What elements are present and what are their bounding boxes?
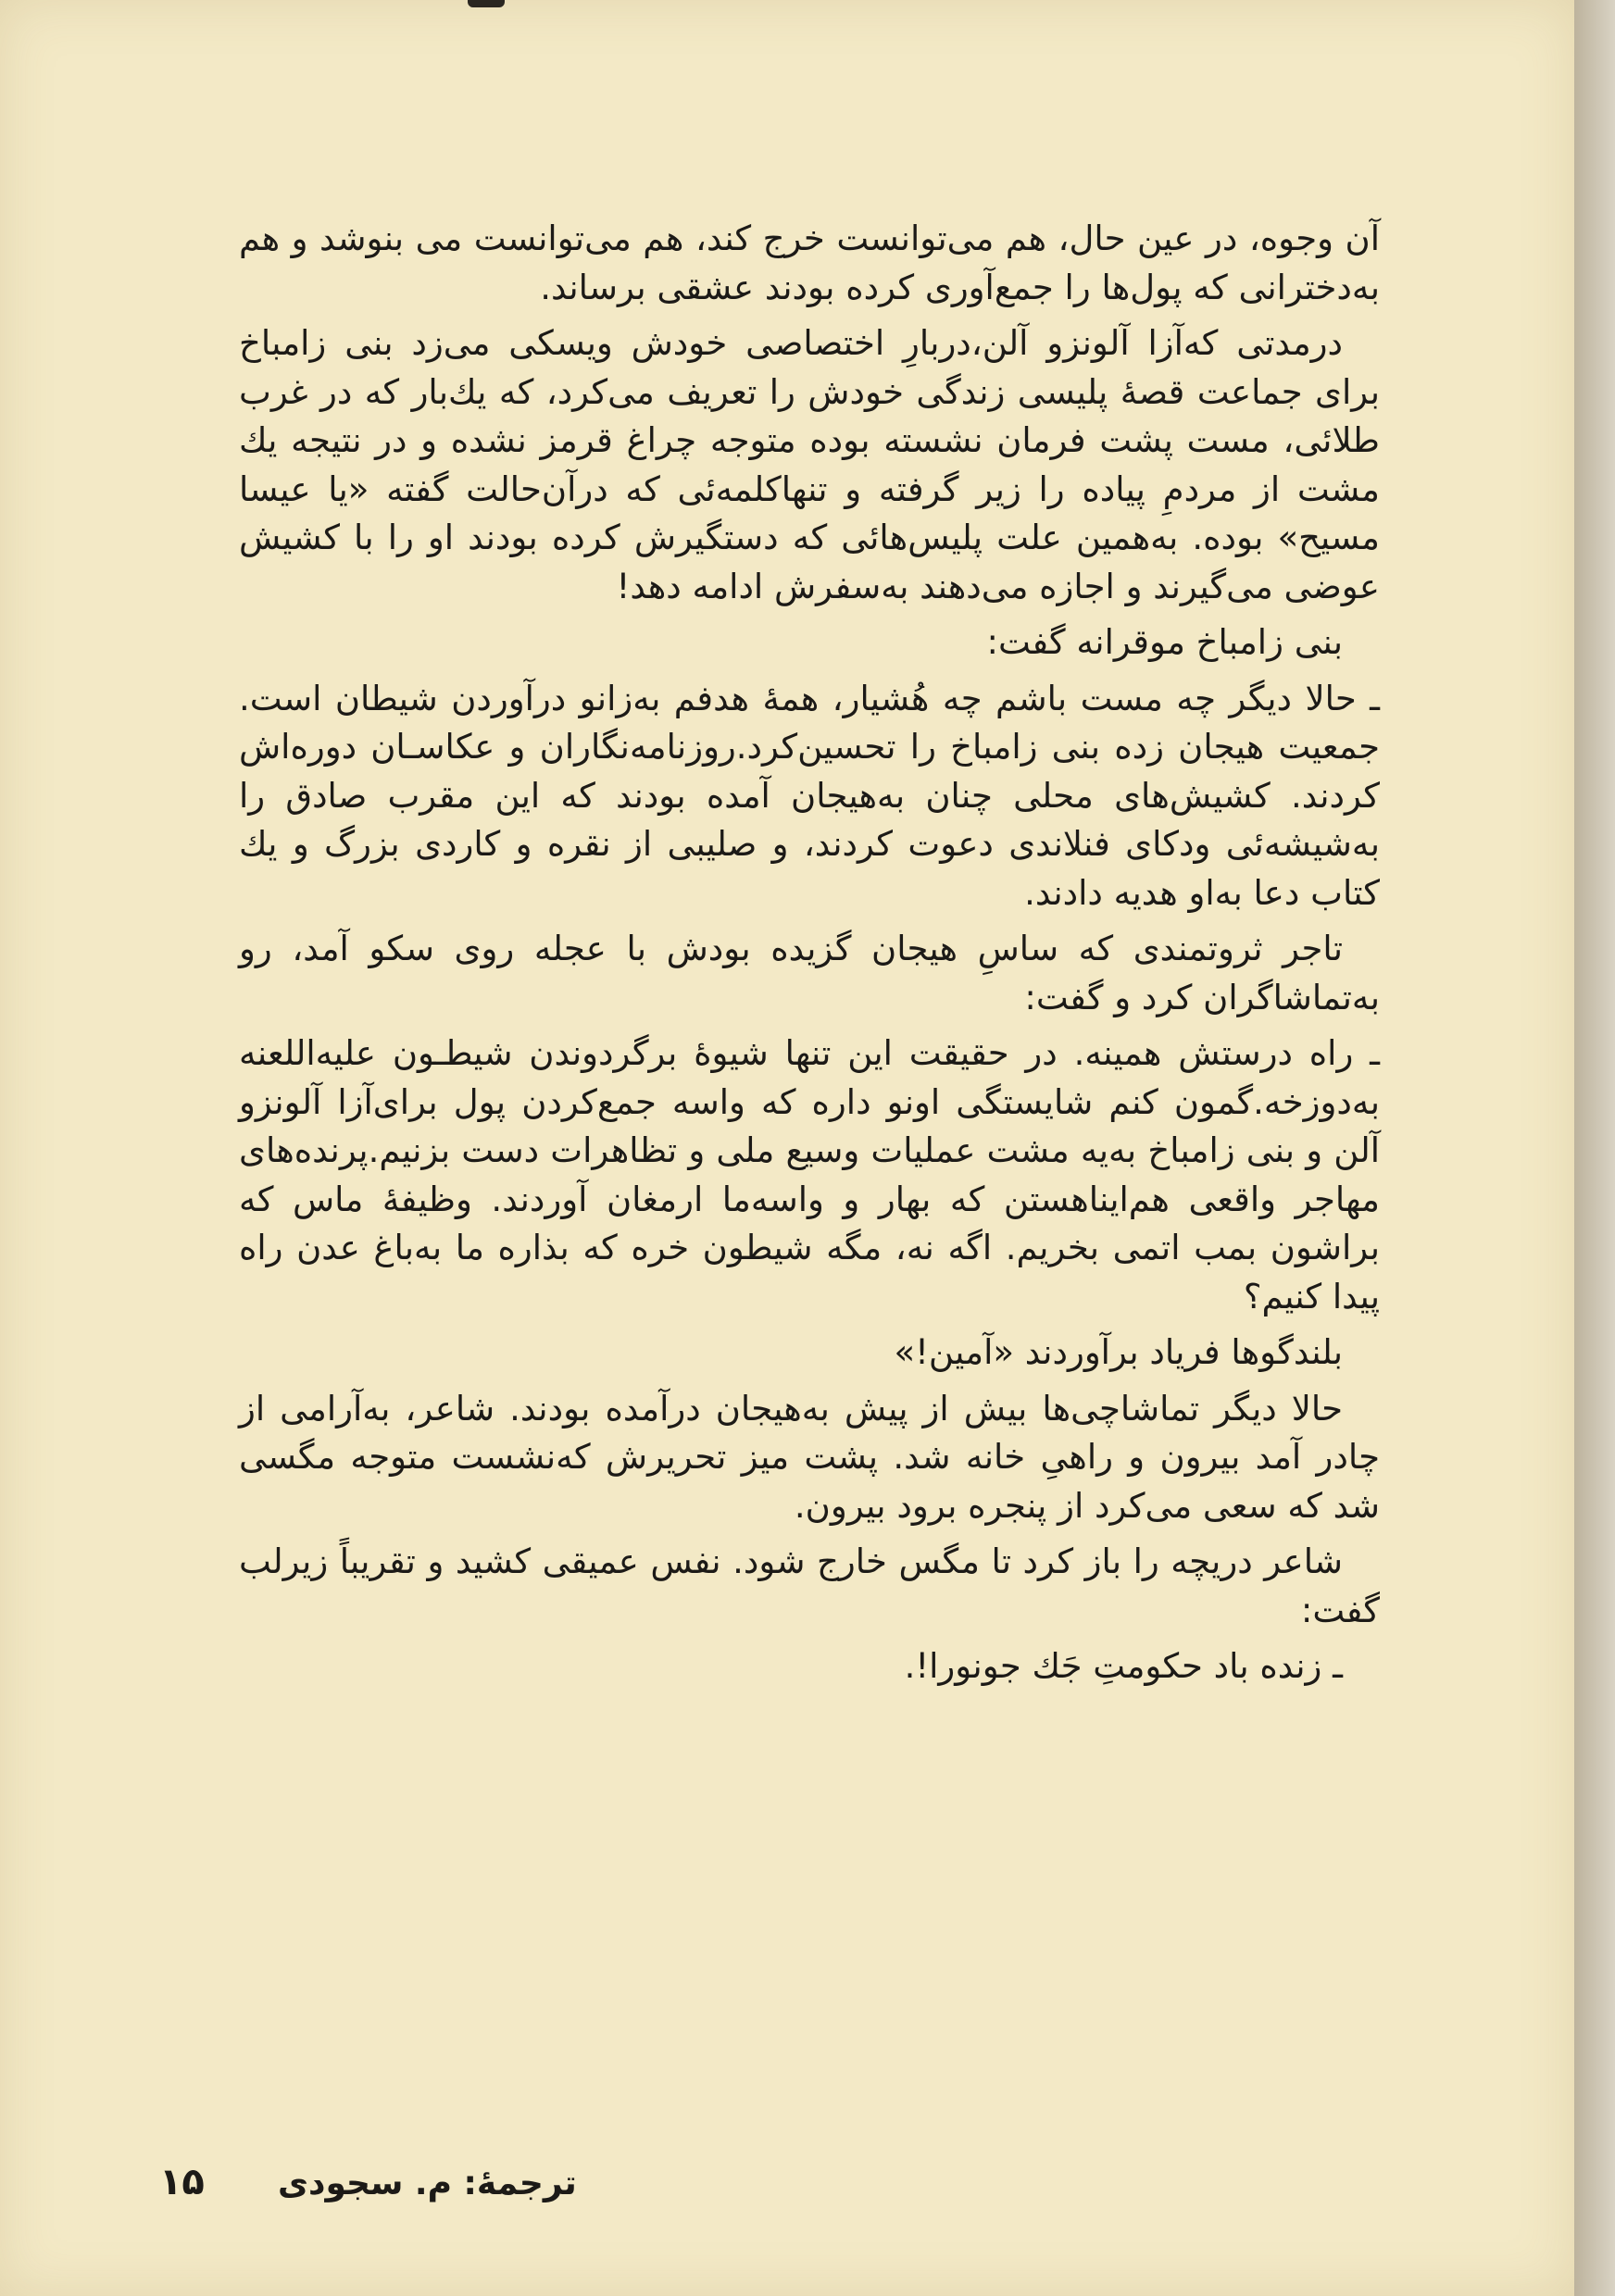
paragraph: تاجر ثروتمندی که ساسِ هیجان گزیده بودش با عجله روی سکو آمد، رو به‌تماشاگران کرد و گفت: [239, 929, 1380, 1017]
paragraph: بلندگوها فریاد برآوردند «آمین!» [894, 1332, 1343, 1372]
paragraph: ـ راه درستش همینه. در حقیقت این تنها شیوهٔ برگردوندن شیطـون علیه‌اللعنه به‌دوزخه.گمون کنم شایستگی اونو داره که واسه جمع‌کردن پول برای‌آزا آلونزو آلن و بنی زامباخ به‌یه مشت عملیات وسیع ملی و تظاهرات دست بزنیم.پرنده‌های مهاجر واقعی هم‌اینا‌هستن که بهار و واسه‌ما ارمغان آوردند. وظیفهٔ ماس که براشون بمب اتمی بخریم. اگه نه، مگه شیطون خره که بذاره ما به‌باغ عدن راه پیدا کنیم؟ [239, 1033, 1380, 1316]
paragraph: ـ زنده باد حکومتِ جَك جونورا!. [904, 1646, 1343, 1686]
paragraph: حالا دیگر تماشاچی‌ها بیش از پیش به‌هیجان درآمده بودند. شاعر، به‌آرامی از چادر آمد بیرون و راهیِ خانه شد. پشت میز تحریرش که‌نشست متوجه مگسی شد که سعی می‌کرد از پنجره برود بیرون. [239, 1388, 1380, 1526]
paragraph: ـ حالا دیگر چه مست باشم چه هُشیار، همهٔ هدفم به‌زانو درآوردن شیطان است. جمعیت هیجان زده بنی زامباخ را تحسین‌کرد.روزنامه‌نگاران و عکاسـان دوره‌اش کردند. کشیش‌های محلی چنان به‌هیجان آمده بودند که این مقرب صادق را به‌شیشه‌ئی ودکای فنلاندی دعوت کردند، و صلیبی از نقره و کاردی بزرگ و یك کتاب دعا به‌او هدیه دادند. [239, 678, 1380, 913]
paragraph: درمدتی که‌آزا آلونزو آلن،دربارِ اختصاصی خودش ویسکی می‌زد بنی زامباخ برای جماعت قصهٔ پلیسی زندگی خودش را تعریف می‌کرد، که یك‌بار که در غرب طلائی، مست پشت فرمان نشسته بوده متوجه چراغ قرمز نشده و در نتیجه یك مشت از مردمِ پیاده را زیر گرفته و تنهاکلمه‌ئی که درآن‌حالت گفته «یا عیسا مسیح» بوده. به‌همین علت پلیس‌هائی که دستگیرش کرده بودند او را با کشیش عوضی می‌گیرند و اجازه می‌دهند به‌سفرش ادامه دهد! [239, 323, 1380, 606]
scan-edge [1574, 0, 1615, 2296]
ink-mark [468, 0, 505, 7]
body-text [239, 215, 1380, 1699]
page-number: ۱۵ [159, 2161, 205, 2203]
translator-credit: ترجمهٔ: م. سجودی [278, 2165, 577, 2202]
paragraph: بنی زامباخ موقرانه گفت: [986, 622, 1343, 662]
paragraph: آن وجوه، در عین حال، هم می‌توانست خرج کند، هم می‌توانست می بنوشد و هم به‌دخترانی که پول‌ها را جمع‌آوری کرده بودند عشقی برساند. [239, 218, 1380, 307]
page-footer [0, 2157, 1574, 2222]
paragraph: شاعر دریچه را باز کرد تا مگس خارج شود. نفس عمیقی کشید و تقریباً زیرلب گفت: [239, 1541, 1380, 1630]
